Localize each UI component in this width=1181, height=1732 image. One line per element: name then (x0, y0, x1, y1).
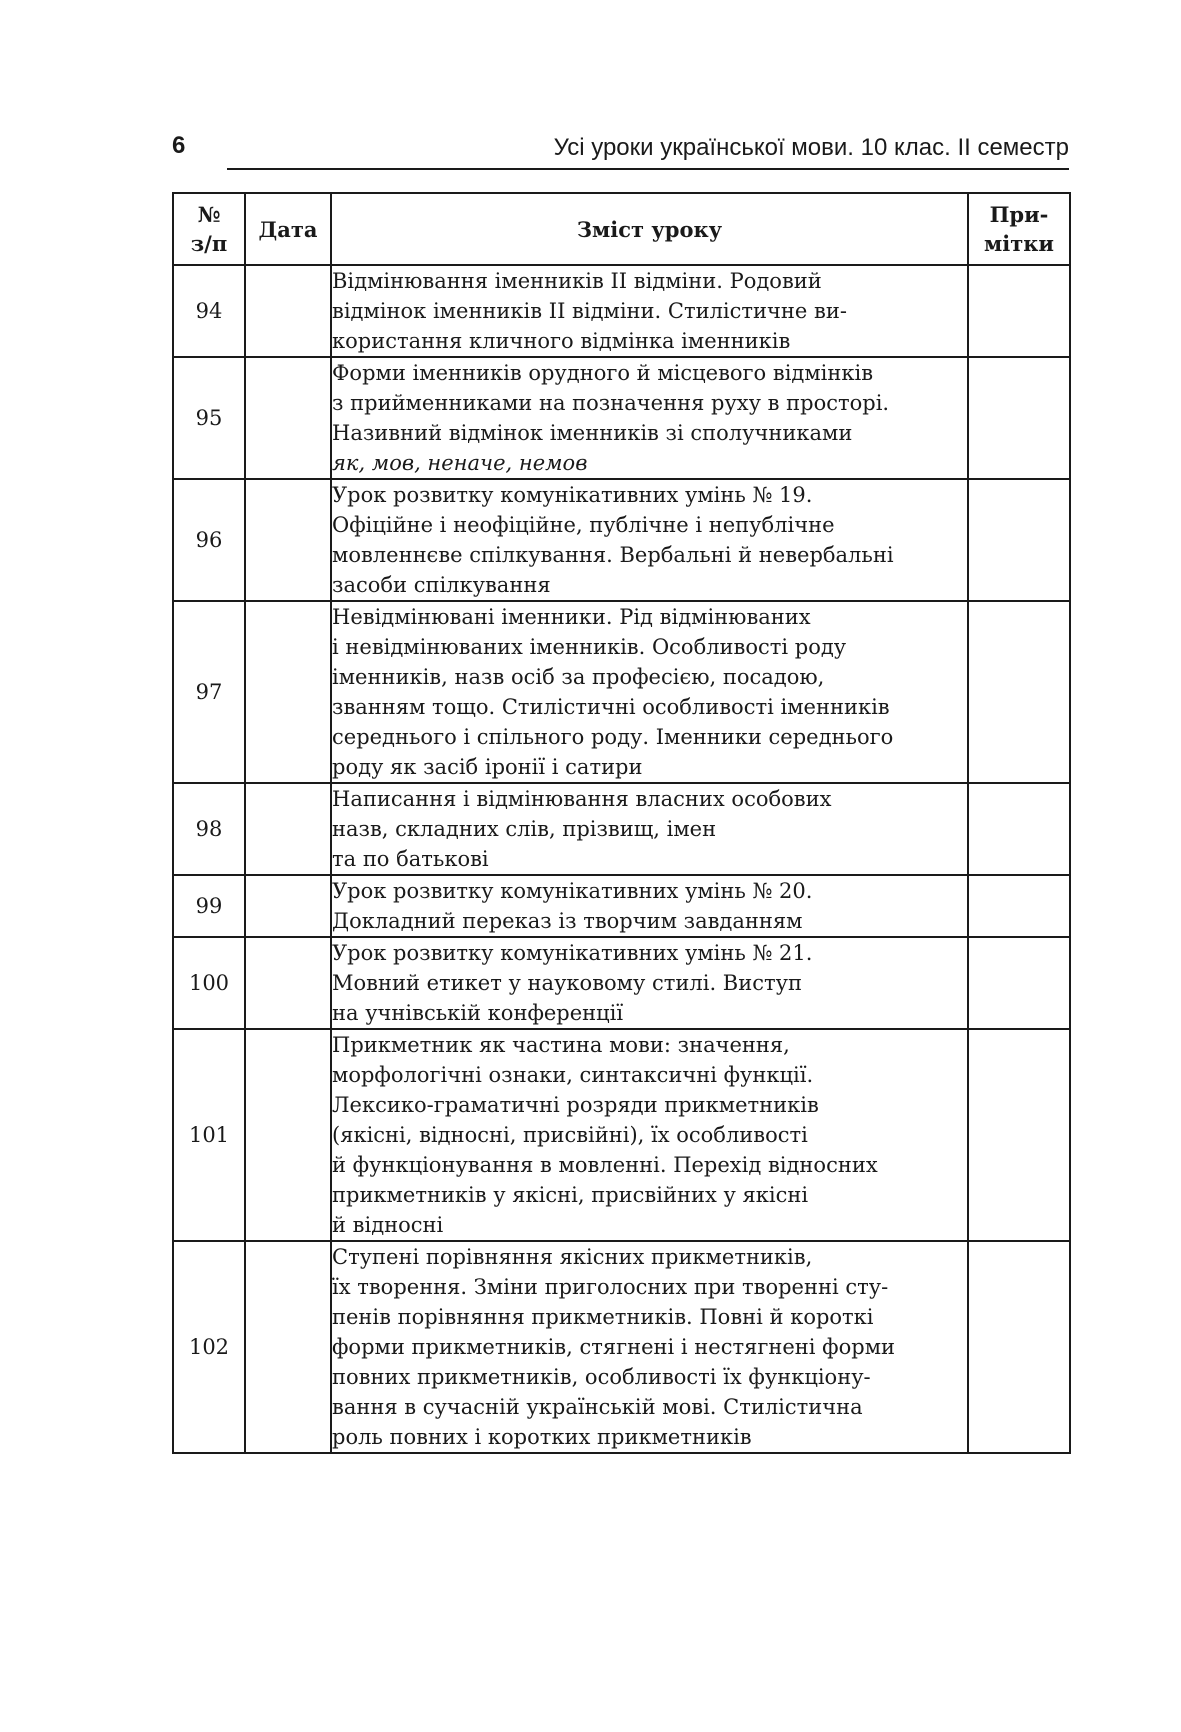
page-header (227, 132, 1069, 170)
running-title: Усі уроки української мови. 10 клас. ІІ семестр (553, 134, 1069, 161)
table-header-row (173, 193, 1070, 265)
lesson-content-line: на учнівській конференції (332, 1001, 624, 1025)
lesson-date-cell (245, 1241, 331, 1453)
lesson-date-cell (245, 265, 331, 357)
lesson-number: 100 (173, 937, 245, 1029)
lesson-number: 102 (173, 1241, 245, 1453)
lesson-number: 94 (173, 265, 245, 357)
lesson-content-line: роль повних і коротких прикметників (332, 1425, 752, 1449)
lesson-number: 98 (173, 783, 245, 875)
lesson-content-line: Прикметник як частина мови: значення, (332, 1033, 790, 1057)
lesson-content-line: Написання і відмінювання власних особових (332, 787, 832, 811)
lesson-content-line: Форми іменників орудного й місцевого відмінків (332, 361, 874, 385)
table-row (173, 875, 1070, 937)
lesson-content-line: як, мов, неначе, немов (332, 451, 588, 475)
lesson-content-line: Мовний етикет у науковому стилі. Виступ (332, 971, 802, 995)
lesson-content-line: морфологічні ознаки, синтаксичні функції. (332, 1063, 814, 1087)
lesson-content-line: засоби спілкування (332, 573, 551, 597)
column-header-date: Дата (245, 193, 331, 265)
lesson-content-line: Невідмінювані іменники. Рід відмінюваних (332, 605, 811, 629)
lesson-rows (173, 265, 1070, 1453)
lesson-content-line: Офіційне і неофіційне, публічне і непублічне (332, 513, 835, 537)
lesson-content (331, 1029, 968, 1241)
lesson-plan-table (172, 192, 1071, 1454)
lesson-content-line: Називний відмінок іменників зі сполучниками (332, 421, 853, 445)
lesson-content-line: вання в сучасній українській мові. Стилістична (332, 1395, 863, 1419)
table-row (173, 1029, 1070, 1241)
lesson-notes-cell (968, 1241, 1070, 1453)
table-row (173, 1241, 1070, 1453)
lesson-number: 101 (173, 1029, 245, 1241)
lesson-content (331, 357, 968, 479)
lesson-notes-cell (968, 783, 1070, 875)
lesson-content-line: середнього і спільного роду. Іменники середнього (332, 725, 894, 749)
lesson-content-line: назв, складних слів, прізвищ, імен (332, 817, 717, 841)
table-row (173, 937, 1070, 1029)
column-header-notes-line2: мітки (984, 231, 1054, 256)
lesson-notes-cell (968, 601, 1070, 783)
lesson-content (331, 265, 968, 357)
lesson-content-line: користання кличного відмінка іменників (332, 329, 791, 353)
lesson-content-line: й відносні (332, 1213, 444, 1237)
lesson-content-line: Докладний переказ із творчим завданням (332, 909, 803, 933)
lesson-notes-cell (968, 1029, 1070, 1241)
lesson-date-cell (245, 937, 331, 1029)
lesson-number: 95 (173, 357, 245, 479)
lesson-content-line: форми прикметників, стягнені і нестягнені форми (332, 1335, 896, 1359)
lesson-content (331, 479, 968, 601)
column-header-number-line1: № (197, 202, 221, 227)
lesson-content-line: Урок розвитку комунікативних умінь № 20. (332, 879, 813, 903)
lesson-notes-cell (968, 875, 1070, 937)
lesson-notes-cell (968, 479, 1070, 601)
lesson-content-line: Урок розвитку комунікативних умінь № 21. (332, 941, 813, 965)
lesson-notes-cell (968, 357, 1070, 479)
lesson-content (331, 875, 968, 937)
lesson-content (331, 1241, 968, 1453)
lesson-content (331, 783, 968, 875)
lesson-content-line: мовленнєве спілкування. Вербальні й невербальні (332, 543, 894, 567)
lesson-content-line: з прийменниками на позначення руху в просторі. (332, 391, 890, 415)
lesson-content-line: і невідмінюваних іменників. Особливості роду (332, 635, 847, 659)
lesson-content-line: пенів порівняння прикметників. Повні й короткі (332, 1305, 874, 1329)
column-header-notes (968, 193, 1070, 265)
lesson-number: 99 (173, 875, 245, 937)
lesson-content-line: (якісні, відносні, присвійні), їх особливості (332, 1123, 808, 1147)
page-number: 6 (172, 132, 186, 159)
lesson-number: 96 (173, 479, 245, 601)
lesson-content (331, 937, 968, 1029)
lesson-content-line: іменників, назв осіб за професією, посадою, (332, 665, 825, 689)
column-header-number-line2: з/п (190, 231, 228, 256)
lesson-date-cell (245, 783, 331, 875)
table-row (173, 357, 1070, 479)
lesson-content-line: їх творення. Зміни приголосних при творенні сту- (332, 1275, 889, 1299)
lesson-date-cell (245, 875, 331, 937)
lesson-date-cell (245, 601, 331, 783)
lesson-number: 97 (173, 601, 245, 783)
lesson-content (331, 601, 968, 783)
lesson-content-line: Лексико-граматичні розряди прикметників (332, 1093, 819, 1117)
lesson-content-line: званням тощо. Стилістичні особливості іменників (332, 695, 890, 719)
lesson-content-line: відмінок іменників ІІ відміни. Стилістичне ви- (332, 299, 847, 323)
table-row (173, 783, 1070, 875)
lesson-notes-cell (968, 265, 1070, 357)
lesson-content-line: та по батькові (332, 847, 489, 871)
table-row (173, 479, 1070, 601)
column-header-number (173, 193, 245, 265)
lesson-content-line: Урок розвитку комунікативних умінь № 19. (332, 483, 813, 507)
lesson-date-cell (245, 479, 331, 601)
lesson-notes-cell (968, 937, 1070, 1029)
table-row (173, 265, 1070, 357)
lesson-date-cell (245, 1029, 331, 1241)
lesson-content-line: Ступені порівняння якісних прикметників, (332, 1245, 813, 1269)
table-row (173, 601, 1070, 783)
lesson-content-line: Відмінювання іменників ІІ відміни. Родовий (332, 269, 822, 293)
lesson-date-cell (245, 357, 331, 479)
column-header-content: Зміст уроку (331, 193, 968, 265)
lesson-content-line: й функціонування в мовленні. Перехід відносних (332, 1153, 878, 1177)
lesson-content-line: прикметників у якісні, присвійних у якісні (332, 1183, 809, 1207)
lesson-content-line: повних прикметників, особливості їх функціону- (332, 1365, 871, 1389)
column-header-notes-line1: При- (989, 202, 1049, 227)
lesson-content-line: роду як засіб іронії і сатири (332, 755, 643, 779)
